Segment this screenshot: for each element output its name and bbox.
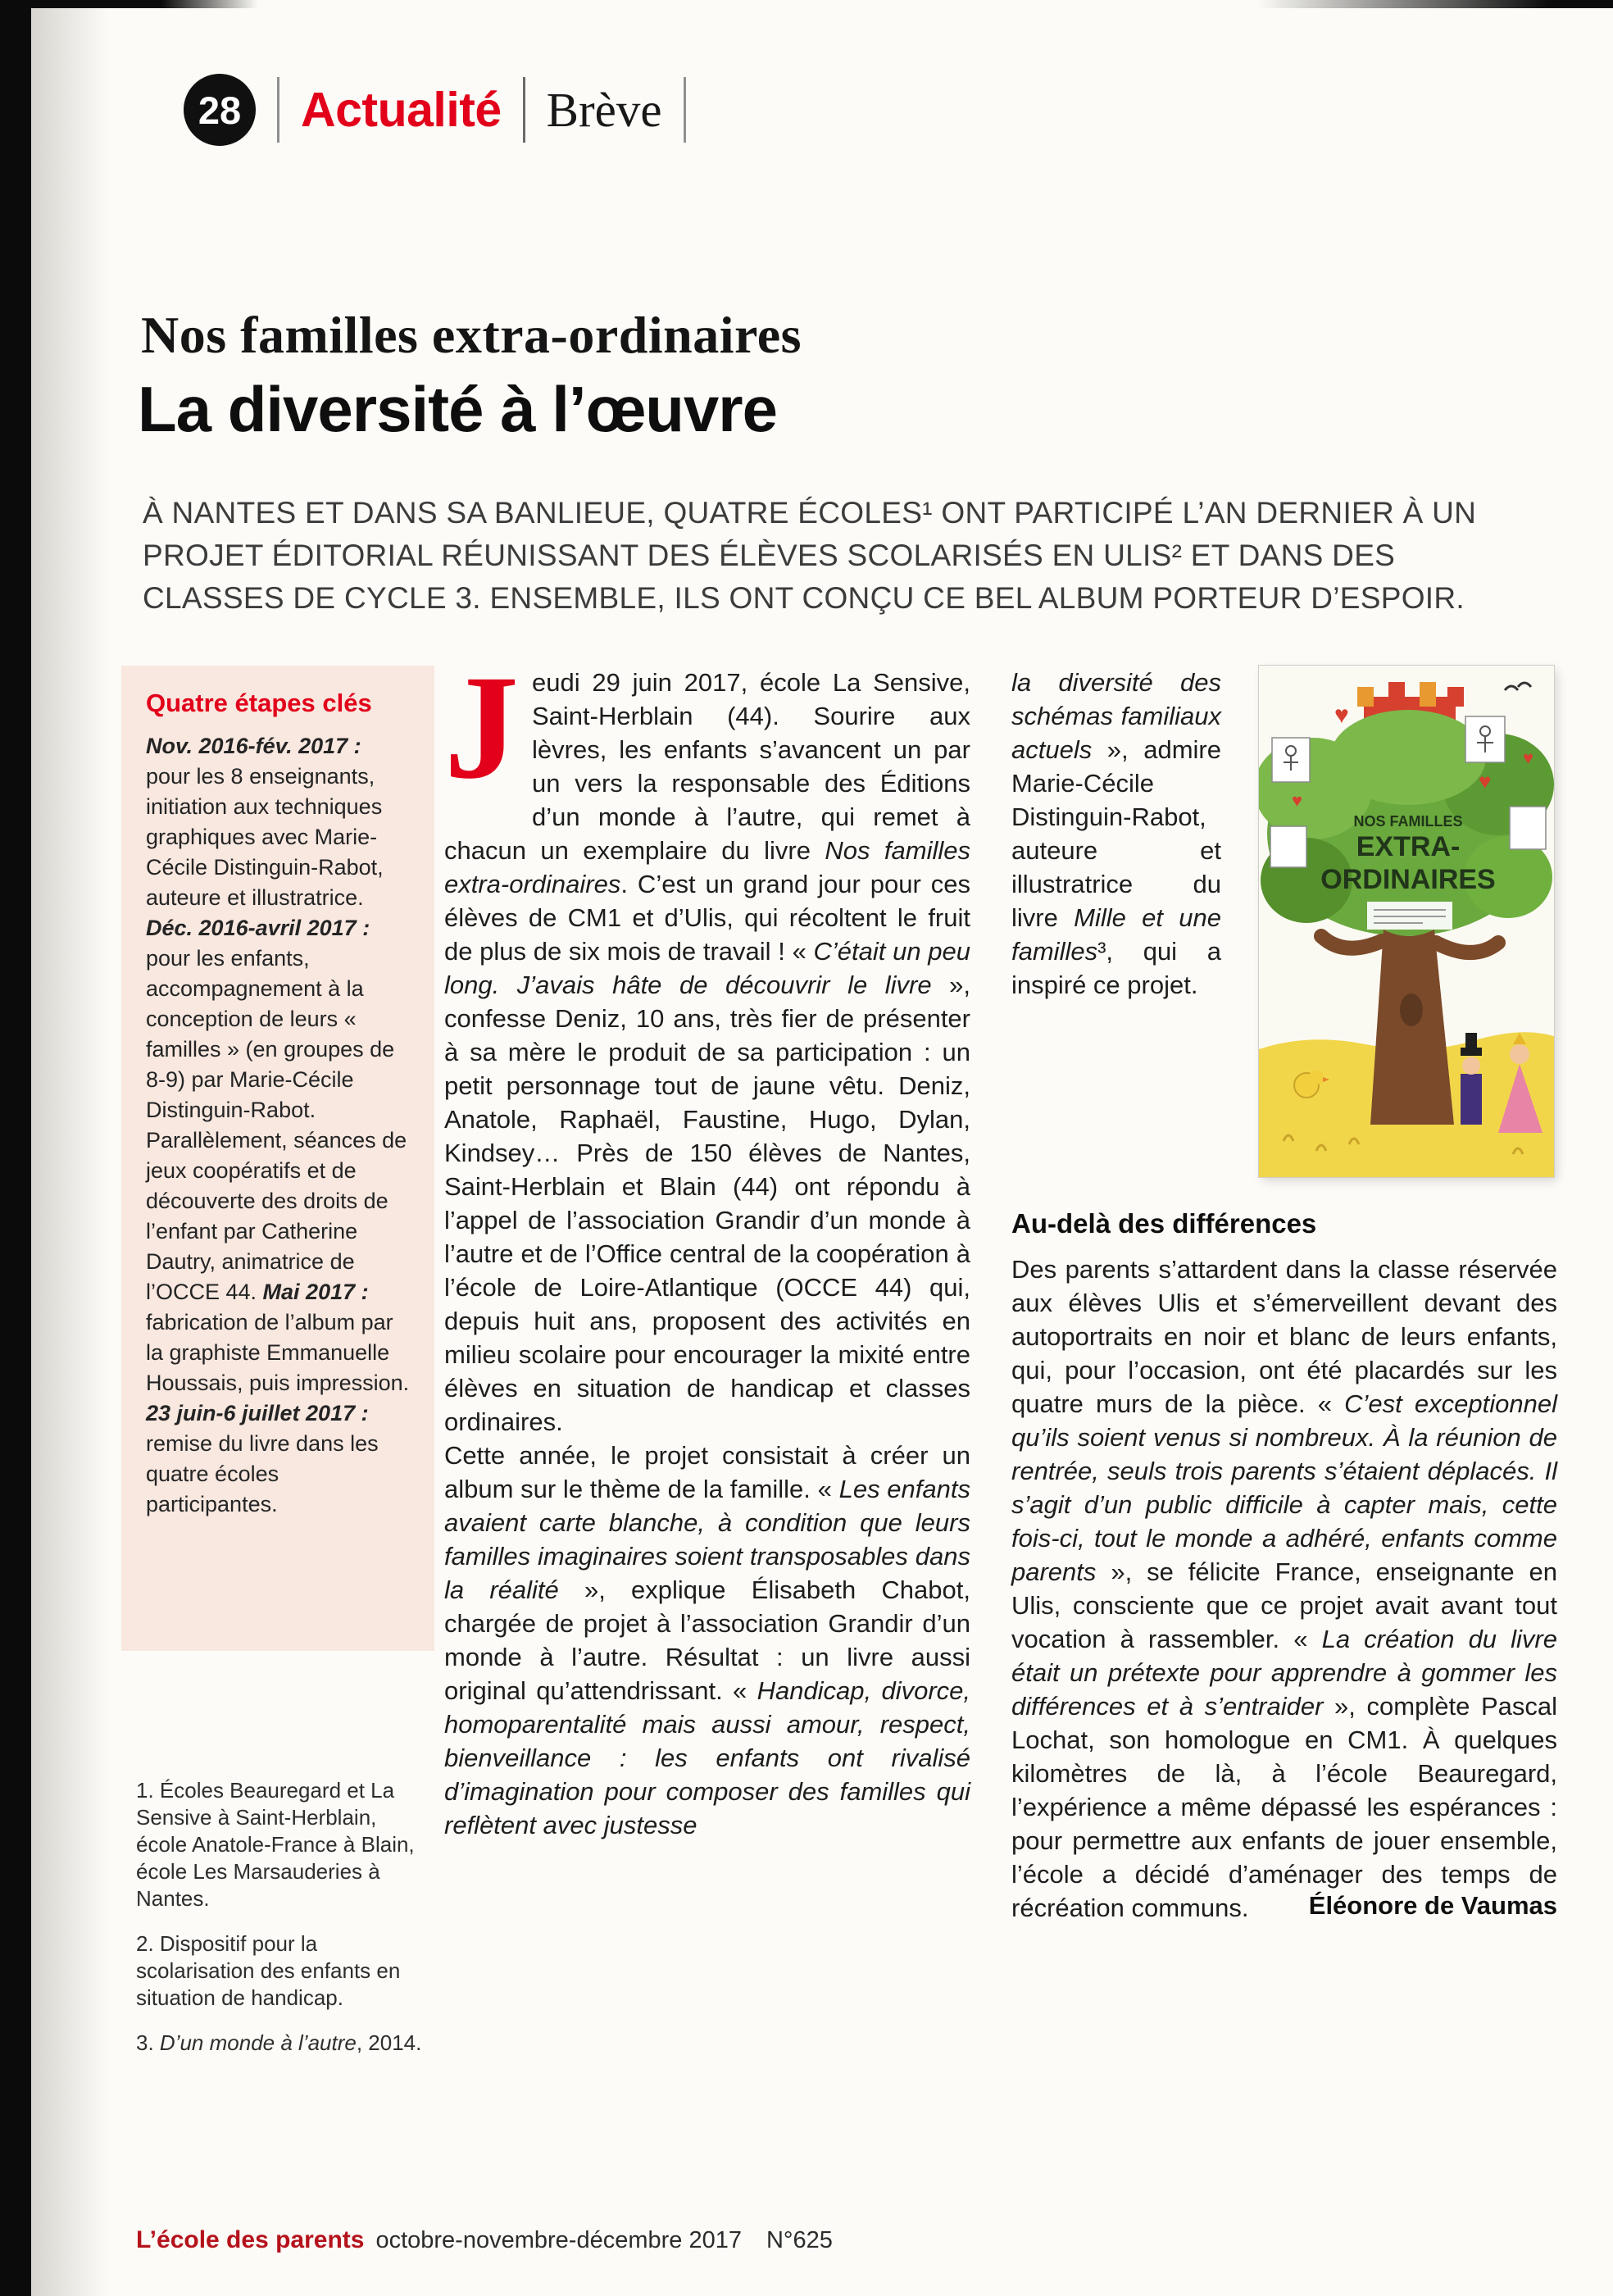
page-header bbox=[184, 72, 707, 148]
footer-issue-date: octobre-novembre-décembre 2017 bbox=[375, 2227, 742, 2253]
sidebar-title: Quatre étapes clés bbox=[146, 689, 372, 717]
dropcap-letter: J bbox=[444, 645, 519, 810]
article-paragraph-2: Cette année, le projet consistait à créer un album sur le thème de la famille. « Les enfants avaient carte blanche, à condition que leurs familles imaginaires soient transposables dans la réalité », explique Élisabeth Chabot, chargée de projet à l’association Grandir d’un monde à l’autre. Résultat : un livre aussi original qu’attendrissant. « Handicap, divorce, homoparentalité mais aussi amour, respect, bienveillance : les enfants ont rivalisé d’imagination pour composer des familles qui reflètent avec justesse bbox=[444, 1441, 970, 1839]
page-footer bbox=[136, 2226, 833, 2254]
footer-magazine-name: L’école des parents bbox=[136, 2226, 365, 2253]
book-title-line-3: ORDINAIRES bbox=[1320, 864, 1496, 895]
scan-edge-left bbox=[0, 0, 31, 2296]
book-cover-art bbox=[1259, 666, 1554, 1177]
sidebar-key-steps bbox=[121, 666, 434, 1651]
svg-text:♥: ♥ bbox=[1334, 702, 1349, 729]
paragraph-text: eudi 29 juin 2017, école La Sensive, Saint-Herblain (44). Sourire aux lèvres, les enfants s’avancent un par un vers la responsable des Éditions d’un monde à l’autre, qui remet à chacun un exemplaire du livre Nos familles extra-ordinaires. C’est un grand jour pour ces élèves de CM1 et d’Ulis, qui récoltent le fruit de plus de six mois de travail ! « C’était un peu long. J’avais hâte de découvrir le livre », confesse Deniz, 10 ans, très fier de présenter à sa mère le produit de sa participation : un petit personnage tout de jaune vêtu. Deniz, Anatole, Raphaël, Faustine, Hugo, Dylan, Kindsey… Près de 150 élèves de Nantes, Saint-Herblain et Blain (44) ont répondu à l’appel de l’association Grandir d’un monde à l’autre et de l’Office central de la coopération à l’école de Loire-Atlantique (OCCE 44) qui, depuis huit ans, proposent des activités en milieu scolaire pour encourager la mixité entre élèves en situation de handicap et classes ordinaires. bbox=[444, 668, 971, 1436]
footer-issue-number: N°625 bbox=[766, 2227, 833, 2253]
svg-text:♥: ♥ bbox=[1523, 748, 1534, 768]
scan-edge-top bbox=[0, 0, 1613, 8]
book-title-line-2: EXTRA- bbox=[1356, 831, 1461, 862]
divider bbox=[277, 77, 279, 143]
column-2-top-row bbox=[1011, 666, 1557, 1177]
svg-text:♥: ♥ bbox=[1292, 790, 1303, 811]
footnote-2: 2. Dispositif pour la scolarisation des enfants en situation de handicap. bbox=[136, 1931, 401, 2010]
article-column-1 bbox=[444, 645, 971, 1842]
kicker-title: Nos familles extra-ordinaires bbox=[141, 306, 802, 364]
subsection-label: Brève bbox=[546, 82, 662, 137]
page-number-badge bbox=[184, 74, 256, 146]
article-paragraph-4: Des parents s’attardent dans la classe réservée aux élèves Ulis et s’émerveillent devant des autoportraits en noir et blanc de leurs enfants, qui, pour l’occasion, ont été placardés sur les quatre murs de la pièce. « C’est exceptionnel qu’ils soient venus si nombreux. À la réunion de rentrée, seuls trois parents s’étaient déplacés. Il s’agit d’un public difficile à capter mais, cette fois-ci, tout le monde a adhéré, enfants comme parents », se félicite France, enseignante en Ulis, consciente que ce projet avait avant tout vocation à rassembler. « La création du livre était un prétexte pour apprendre à gommer les différences et à s’entraider », complète Pascal Lochat, son homologue en CM1. À quelques kilomètres de là, à l’école Beauregard, l’expérience a même dépassé les espérances : pour permettre aux enfants de jouer ensemble, l’école a décidé d’aménager des temps de récréation communs. bbox=[1011, 1255, 1557, 1922]
divider bbox=[523, 77, 525, 143]
footnote-1: 1. Écoles Beauregard et La Sensive à Saint-Herblain, école Anatole-France à Blain, école Les Marsauderies à Nantes. bbox=[136, 1778, 415, 1911]
footnote-3: 3. D’un monde à l’autre, 2014. bbox=[136, 2030, 422, 2055]
article-paragraph-3: la diversité des schémas familiaux actuels », admire Marie-Cécile Distinguin-Rabot, auteure et illustratrice du livre Mille et une familles³, qui a inspiré ce projet. bbox=[1011, 668, 1221, 999]
book-cover-illustration bbox=[1259, 666, 1554, 1177]
page bbox=[31, 0, 1613, 2296]
article-paragraph-1 bbox=[444, 645, 971, 1439]
standfirst: À NANTES ET DANS SA BANLIEUE, QUATRE ÉCOLES¹ ONT PARTICIPÉ L’AN DERNIER À UN PROJET ÉDITORIAL RÉUNISSANT DES ÉLÈVES SCOLARISÉS EN ULIS² ET DANS DES CLASSES DE CYCLE 3. ENSEMBLE, ILS ONT CONÇU CE BEL ALBUM PORTEUR D’ESPOIR. bbox=[143, 496, 1477, 615]
cover-small-label bbox=[1367, 902, 1452, 930]
article-column-2 bbox=[1011, 666, 1557, 1921]
section-subhead: Au-delà des différences bbox=[1011, 1208, 1317, 1239]
sidebar-body: Nov. 2016-fév. 2017 : pour les 8 enseignants, initiation aux techniques graphiques avec Marie-Cécile Distinguin-Rabot, auteure et illustratrice. Déc. 2016-avril 2017 : pour les enfants, accompagnement à la conception de leurs « familles » (en groupes de 8-9) par Marie-Cécile Distinguin-Rabot. Parallèlement, séances de jeux coopératifs et de découverte des droits de l’enfant par Catherine Dautry, animatrice de l’OCCE 44. Mai 2017 : fabrication de l’album par la graphiste Emmanuelle Houssais, puis impression. 23 juin-6 juillet 2017 : remise du livre dans les quatre écoles participantes. bbox=[146, 734, 410, 1516]
main-title: La diversité à l’œuvre bbox=[138, 373, 777, 445]
book-title-line-1: NOS FAMILLES bbox=[1353, 813, 1463, 830]
divider bbox=[684, 77, 686, 143]
section-label: Actualité bbox=[301, 83, 502, 137]
svg-text:♥: ♥ bbox=[1479, 769, 1492, 793]
footnotes bbox=[136, 1777, 426, 2075]
page-number: 28 bbox=[198, 88, 242, 132]
byline: Éléonore de Vaumas bbox=[1308, 1891, 1557, 1920]
